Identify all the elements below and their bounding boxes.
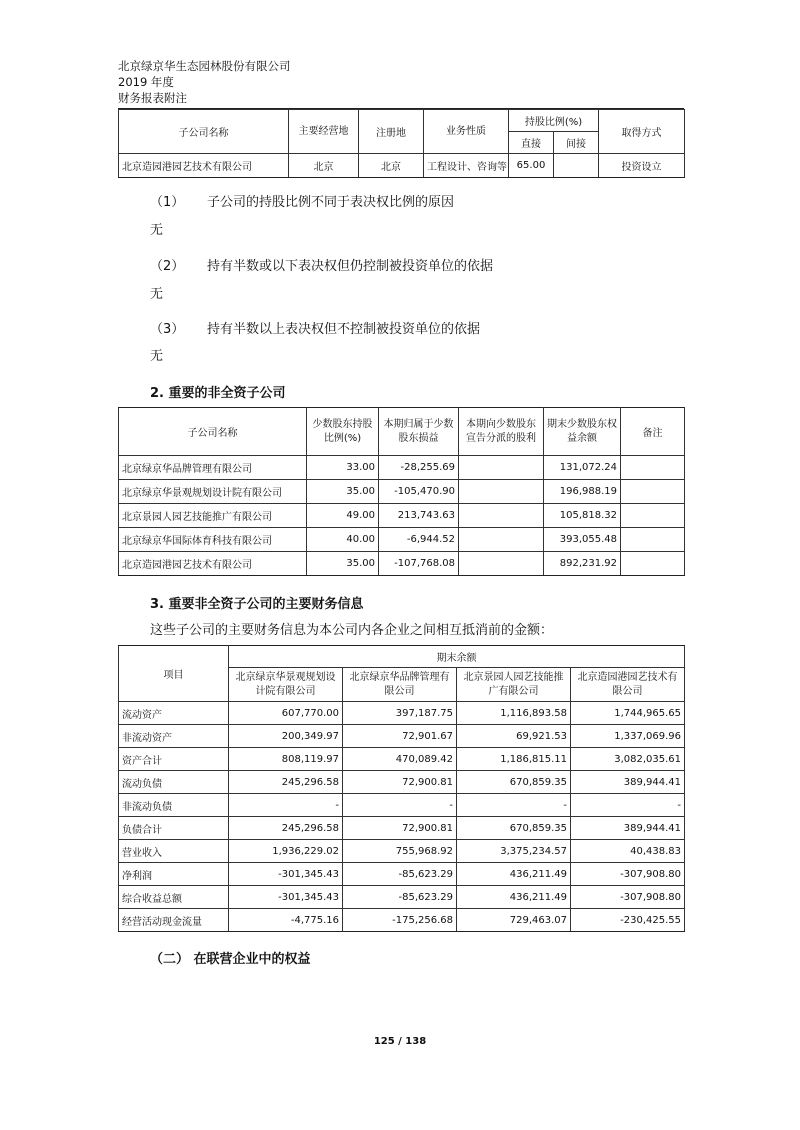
section-3-intro: 这些子公司的主要财务信息为本公司内各企业之间相互抵消前的金额： (150, 623, 554, 638)
row-label: 净利润 (119, 863, 229, 886)
cell: -107,768.08 (379, 552, 459, 576)
cell: - (571, 794, 685, 817)
row-label: 资产合计 (119, 748, 229, 771)
cell: - (229, 794, 343, 817)
cell: 393,055.48 (544, 528, 621, 552)
cell: 北京造园港园艺技术有限公司 (119, 552, 307, 576)
s3-header-period-end: 期末余额 (229, 646, 685, 668)
cell: 49.00 (307, 504, 379, 528)
cell: 35.00 (307, 552, 379, 576)
table-row (119, 725, 685, 748)
cell: - (457, 794, 571, 817)
header-direct: 直接 (509, 132, 554, 154)
cell: 35.00 (307, 480, 379, 504)
table-row (119, 771, 685, 794)
cell (459, 456, 544, 480)
row-direct: 65.00 (509, 154, 554, 178)
row-location: 北京 (289, 154, 359, 178)
note-1-number: （1） (150, 195, 185, 210)
row-label: 营业收入 (119, 840, 229, 863)
cell: 72,900.81 (343, 817, 457, 840)
header-ratio: 持股比例(%) (509, 110, 599, 132)
cell: -307,908.80 (571, 886, 685, 909)
s2-header-ratio: 少数股东持股比例(%) (307, 408, 379, 456)
cell: -85,623.29 (343, 863, 457, 886)
note-2-text: 持有半数或以下表决权但仍控制被投资单位的依据 (207, 259, 494, 274)
cell: 213,743.63 (379, 504, 459, 528)
subsidiary-table (118, 109, 685, 178)
table-row (119, 528, 685, 552)
row-label: 负债合计 (119, 817, 229, 840)
header-registered: 注册地 (359, 110, 424, 154)
note-2-number: （2） (150, 259, 185, 274)
cell: 436,211.49 (457, 886, 571, 909)
document-title: 财务报表附注 (118, 91, 187, 105)
cell (621, 552, 685, 576)
note-3-text: 持有半数以上表决权但不控制被投资单位的依据 (207, 322, 481, 337)
cell (459, 480, 544, 504)
table-row (119, 702, 685, 725)
s3-company-1: 北京绿京华景观规划设计院有限公司 (229, 668, 343, 702)
table-row (119, 552, 685, 576)
row-label: 流动资产 (119, 702, 229, 725)
cell: 670,859.35 (457, 817, 571, 840)
s2-header-equity: 期末少数股东权益余额 (544, 408, 621, 456)
cell: -28,255.69 (379, 456, 459, 480)
table-row (119, 886, 685, 909)
page-number: 125 / 138 (373, 1036, 427, 1047)
table-row (119, 748, 685, 771)
cell: 1,744,965.65 (571, 702, 685, 725)
header-method: 取得方式 (599, 110, 685, 154)
cell: 670,859.35 (457, 771, 571, 794)
cell: 北京景园人园艺技能推广有限公司 (119, 504, 307, 528)
note-3-number: （3） (150, 322, 185, 337)
table-row (119, 794, 685, 817)
table-row (119, 840, 685, 863)
cell: 1,116,893.58 (457, 702, 571, 725)
header-indirect: 间接 (554, 132, 599, 154)
table-row (119, 456, 685, 480)
s2-header-profit: 本期归属于少数股东损益 (379, 408, 459, 456)
cell (621, 480, 685, 504)
row-label: 综合收益总额 (119, 886, 229, 909)
section-2-title: 2. 重要的非全资子公司 (150, 386, 286, 401)
row-label: 流动负债 (119, 771, 229, 794)
row-registered: 北京 (359, 154, 424, 178)
cell: -85,623.29 (343, 886, 457, 909)
cell: 196,988.19 (544, 480, 621, 504)
table-row (119, 504, 685, 528)
cell: 72,901.67 (343, 725, 457, 748)
cell: -6,944.52 (379, 528, 459, 552)
cell: 808,119.97 (229, 748, 343, 771)
cell: 40,438.83 (571, 840, 685, 863)
cell: 1,337,069.96 (571, 725, 685, 748)
s3-company-4: 北京造园港园艺技术有限公司 (571, 668, 685, 702)
s2-header-remark: 备注 (621, 408, 685, 456)
section-3-title: 3. 重要非全资子公司的主要财务信息 (150, 597, 364, 612)
row-nature: 工程设计、咨询等 (424, 154, 509, 178)
company-name: 北京绿京华生态园林股份有限公司 (118, 59, 291, 73)
cell: 131,072.24 (544, 456, 621, 480)
note-1-text: 子公司的持股比例不同于表决权比例的原因 (207, 195, 455, 210)
header-nature: 业务性质 (424, 110, 509, 154)
note-2-answer: 无 (150, 287, 164, 302)
row-indirect (554, 154, 599, 178)
header-location: 主要经营地 (289, 110, 359, 154)
table-row (119, 863, 685, 886)
report-year: 2019 年度 (118, 75, 174, 89)
cell: -105,470.90 (379, 480, 459, 504)
cell: -175,256.68 (343, 909, 457, 932)
next-section-title: （二） 在联营企业中的权益 (150, 952, 311, 967)
cell: -301,345.43 (229, 863, 343, 886)
cell: 245,296.58 (229, 771, 343, 794)
cell (459, 552, 544, 576)
s2-header-name: 子公司名称 (119, 408, 307, 456)
cell (621, 456, 685, 480)
header-subsidiary-name: 子公司名称 (119, 110, 289, 154)
table-row (119, 817, 685, 840)
financial-info-table (118, 645, 685, 932)
cell (459, 528, 544, 552)
cell: 245,296.58 (229, 817, 343, 840)
cell: 72,900.81 (343, 771, 457, 794)
row-name: 北京造园港园艺技术有限公司 (119, 154, 289, 178)
table-row (119, 480, 685, 504)
cell: 389,944.41 (571, 771, 685, 794)
cell: 755,968.92 (343, 840, 457, 863)
cell: 470,089.42 (343, 748, 457, 771)
s3-header-item: 项目 (119, 646, 229, 702)
s2-header-dividend: 本期向少数股东宣告分派的股利 (459, 408, 544, 456)
cell (621, 528, 685, 552)
cell: 1,936,229.02 (229, 840, 343, 863)
cell: - (343, 794, 457, 817)
row-label: 非流动负债 (119, 794, 229, 817)
cell: 397,187.75 (343, 702, 457, 725)
s3-company-2: 北京绿京华品牌管理有限公司 (343, 668, 457, 702)
row-label: 经营活动现金流量 (119, 909, 229, 932)
cell: -4,775.16 (229, 909, 343, 932)
cell: -301,345.43 (229, 886, 343, 909)
cell: 1,186,815.11 (457, 748, 571, 771)
cell: 892,231.92 (544, 552, 621, 576)
cell: 436,211.49 (457, 863, 571, 886)
cell: 北京绿京华品牌管理有限公司 (119, 456, 307, 480)
cell (621, 504, 685, 528)
cell: -230,425.55 (571, 909, 685, 932)
s3-company-3: 北京景园人园艺技能推广有限公司 (457, 668, 571, 702)
cell: 3,082,035.61 (571, 748, 685, 771)
table-row (119, 909, 685, 932)
cell (459, 504, 544, 528)
cell: 729,463.07 (457, 909, 571, 932)
row-label: 非流动资产 (119, 725, 229, 748)
cell: 200,349.97 (229, 725, 343, 748)
cell: 607,770.00 (229, 702, 343, 725)
cell: 北京绿京华景观规划设计院有限公司 (119, 480, 307, 504)
note-1-answer: 无 (150, 223, 164, 238)
non-wholly-owned-table (118, 407, 685, 576)
cell: 69,921.53 (457, 725, 571, 748)
cell: 105,818.32 (544, 504, 621, 528)
cell: 3,375,234.57 (457, 840, 571, 863)
note-3-answer: 无 (150, 349, 164, 364)
cell: -307,908.80 (571, 863, 685, 886)
row-method: 投资设立 (599, 154, 685, 178)
cell: 389,944.41 (571, 817, 685, 840)
cell: 40.00 (307, 528, 379, 552)
cell: 北京绿京华国际体育科技有限公司 (119, 528, 307, 552)
cell: 33.00 (307, 456, 379, 480)
